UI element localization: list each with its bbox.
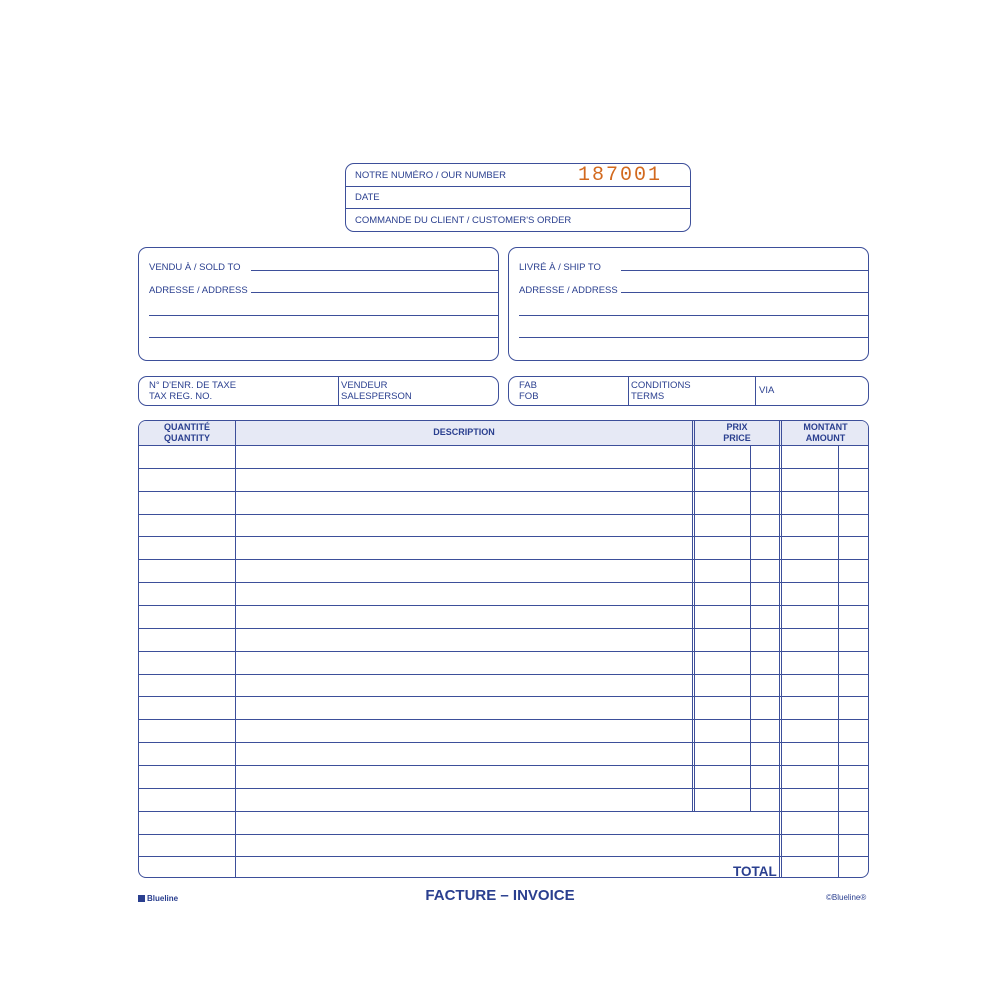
- row-divider: [139, 811, 868, 812]
- sold-address-line-2[interactable]: [149, 315, 498, 316]
- tax-reg-en-label: TAX REG. NO.: [149, 391, 213, 402]
- row-divider: [139, 628, 868, 629]
- copyright: ©Blueline®: [826, 893, 867, 902]
- invoice-number: 187001: [578, 164, 663, 187]
- date-label: DATE: [355, 192, 380, 203]
- row-divider: [139, 468, 868, 469]
- terms-fr-label: CONDITIONS: [631, 380, 691, 391]
- row-divider: [139, 856, 868, 857]
- line-items-table: [138, 420, 869, 878]
- row-divider: [139, 834, 868, 835]
- qty-desc-divider: [235, 421, 236, 877]
- description-header: DESCRIPTION: [433, 427, 495, 437]
- row-divider: [139, 536, 868, 537]
- ship-to-box: [508, 247, 869, 361]
- header-divider: [139, 445, 868, 446]
- row-divider: [139, 674, 868, 675]
- amount-cents-divider: [838, 445, 839, 877]
- fob-label: FOB: [519, 391, 539, 402]
- sold-to-label: VENDU À / SOLD TO: [149, 262, 241, 273]
- price-header: PRIX PRICE: [723, 422, 751, 443]
- row-divider: [139, 788, 868, 789]
- amount-header: MONTANT AMOUNT: [803, 422, 848, 443]
- sold-to-line[interactable]: [251, 270, 498, 271]
- via-label: VIA: [759, 385, 775, 396]
- our-number-label: NOTRE NUMÉRO / OUR NUMBER: [355, 170, 506, 181]
- tax-reg-fr-label: N° D'ENR. DE TAXE: [149, 380, 237, 391]
- desc-price-divider: [692, 421, 693, 811]
- ship-address-line-1[interactable]: [621, 292, 868, 293]
- ship-address-label: ADRESSE / ADDRESS: [519, 285, 618, 296]
- row-divider: [139, 651, 868, 652]
- sold-address-label: ADRESSE / ADDRESS: [149, 285, 248, 296]
- document-title: FACTURE – INVOICE: [425, 887, 575, 904]
- row-divider: [139, 765, 868, 766]
- tax-salesperson-box: [138, 376, 499, 406]
- sold-address-line-3[interactable]: [149, 337, 498, 338]
- row-divider: [139, 514, 868, 515]
- row-divider: [139, 719, 868, 720]
- fob-terms-via-box: [508, 376, 869, 406]
- total-label: TOTAL: [733, 864, 777, 879]
- row-divider: [139, 491, 868, 492]
- price-cents-divider: [750, 445, 751, 811]
- ship-address-line-3[interactable]: [519, 337, 868, 338]
- row-divider: [139, 605, 868, 606]
- row-divider: [139, 582, 868, 583]
- blueline-logo: Blueline: [138, 894, 178, 903]
- ship-address-line-2[interactable]: [519, 315, 868, 316]
- price-amount-divider: [779, 421, 780, 877]
- sold-address-line-1[interactable]: [251, 292, 498, 293]
- salesperson-en-label: SALESPERSON: [341, 391, 412, 402]
- quantity-header: QUANTITÉ QUANTITY: [164, 422, 210, 443]
- row-divider: [139, 559, 868, 560]
- price-amount-divider-2: [781, 421, 782, 877]
- fab-label: FAB: [519, 380, 537, 391]
- ship-to-label: LIVRÉ À / SHIP TO: [519, 262, 601, 273]
- desc-price-divider-2: [694, 421, 695, 811]
- row-divider: [139, 742, 868, 743]
- customer-order-label: COMMANDE DU CLIENT / CUSTOMER'S ORDER: [355, 215, 572, 226]
- ship-to-line[interactable]: [621, 270, 868, 271]
- sold-to-box: [138, 247, 499, 361]
- salesperson-fr-label: VENDEUR: [341, 380, 388, 391]
- invoice-number-box: [345, 163, 691, 232]
- terms-en-label: TERMS: [631, 391, 665, 402]
- row-divider: [139, 696, 868, 697]
